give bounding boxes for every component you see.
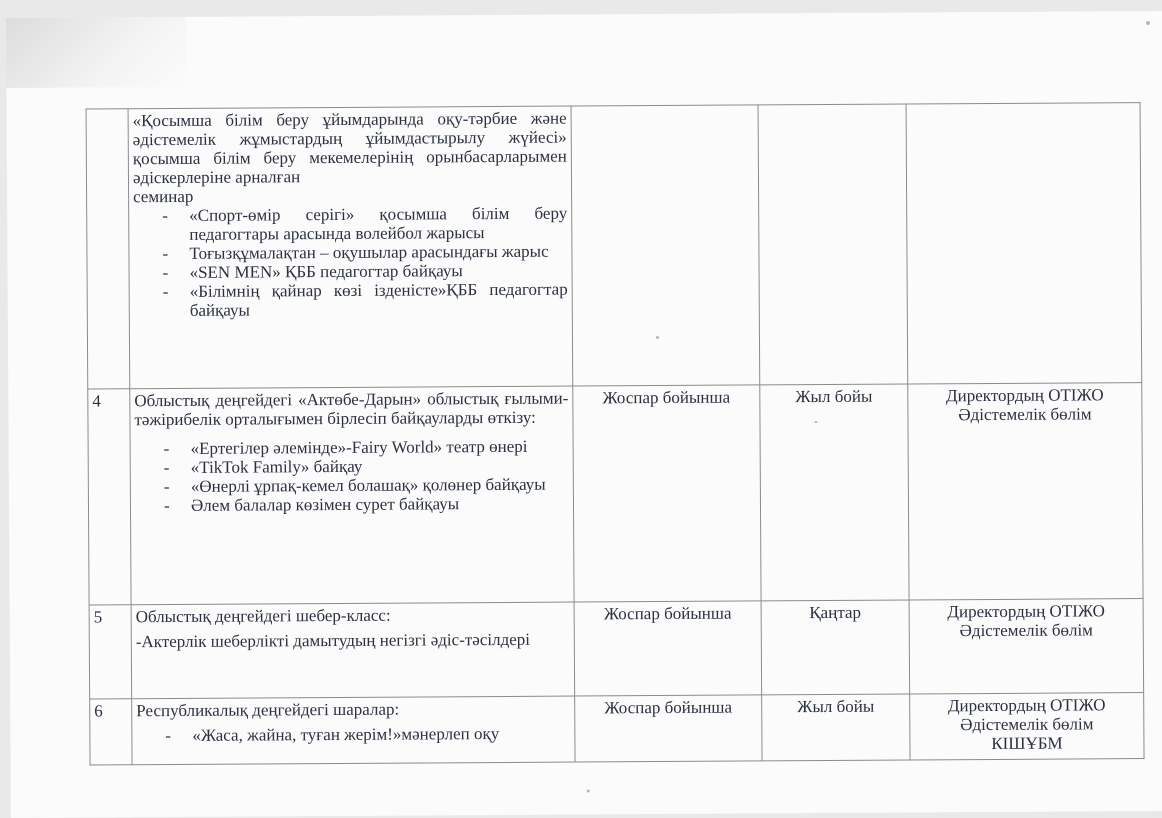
table-row: [89, 599, 1144, 699]
list-item: - Әлем балалар көзімен сурет байқауы: [163, 494, 460, 516]
responsible-line: КІШҰБМ: [991, 733, 1063, 753]
table-row: [90, 693, 1144, 765]
scan-speck: [814, 421, 817, 423]
event-paragraph: Облыстық деңгейдегі шебер-класс:: [135, 605, 391, 627]
list-item: - «Өнерлі ұрпақ-кемел болашақ» қолөнер байқауы: [163, 474, 546, 497]
time-cell: [758, 104, 908, 385]
event-item-list: [133, 204, 568, 321]
event-paragraph: Республикалық деңгейдегі шаралар:: [136, 699, 400, 721]
event-cell: [131, 602, 575, 699]
dash-bullet: -: [163, 458, 170, 478]
list-item: - «TikTok Family» байқау: [163, 456, 363, 478]
responsible-line: Әдістемелік бөлім: [960, 714, 1094, 735]
scan-speck: [656, 336, 659, 339]
list-item: - «SEN MEN» ҚББ педагогтар байқауы: [162, 261, 463, 283]
form-cell: [571, 105, 760, 386]
form-cell: Жоспар бойынша: [575, 695, 762, 762]
time-cell: Жыл бойы: [760, 384, 909, 601]
scan-speck: [587, 789, 590, 792]
row-number-cell: 6: [90, 699, 132, 765]
scan-speck: [1146, 21, 1150, 25]
row-number-cell: 4: [88, 389, 131, 605]
row-number-cell: 5: [89, 605, 132, 699]
list-item: - «Ертегілер әлеміндe»-Fairy World» театр өнері: [163, 436, 528, 459]
responsible-line: Әдістемелік бөлім: [958, 404, 1092, 425]
event-cell: [132, 696, 575, 765]
event-cell: [128, 106, 573, 389]
form-cell: Жоспар бойынша: [573, 385, 761, 602]
form-cell: Жоспар бойынша: [574, 601, 762, 696]
row-number-cell: [86, 109, 130, 389]
event-paragraph: «Қосымша білім беру ұйымдарында оқу-тәрбие және әдістемелік жұмыстардың ұйымдастырылу жүйесі» қосымша білім беру мекемелерінің орынбасарларымен әдіскерлеріне арналған: [132, 108, 567, 188]
dash-bullet: -: [165, 726, 172, 746]
responsible-cell: [908, 383, 1143, 600]
event-paragraph: семинар: [133, 186, 194, 207]
dash-bullet: -: [162, 206, 168, 226]
list-item: - «Спорт-өмір серігі» қосымша білім беру педагогтары арасында волейбол жарысы: [162, 203, 568, 244]
scanned-page: [6, 11, 1162, 818]
event-paragraph: Облыстық деңгейдегі «Актөбе-Дарын» облыстық ғылыми-тәжірибелік орталығымен бірлесіп байқауларды өткізу:: [134, 388, 569, 430]
event-cell: [130, 386, 574, 605]
responsible-cell: [910, 693, 1144, 760]
time-cell: Қаңтар: [761, 600, 910, 695]
responsible-line: Әдістемелік бөлім: [959, 620, 1093, 641]
responsible-line: Директордың ОТІЖО: [947, 695, 1106, 716]
list-item: - «Жаса, жайна, туған жерім!»мәнерлеп оқу: [165, 724, 500, 746]
scan-shadow: [6, 17, 186, 88]
dash-bullet: -: [162, 263, 169, 283]
responsible-cell: [906, 103, 1142, 384]
dash-bullet: -: [162, 244, 169, 264]
table-row: [88, 383, 1143, 605]
dash-bullet: -: [163, 477, 170, 497]
dash-bullet: -: [163, 439, 170, 459]
responsible-line: Директордың ОТІЖО: [945, 385, 1104, 406]
list-item: - «Білімнің қайнар көзі ізденісте»ҚББ педагогтар байқауы: [162, 279, 568, 320]
dash-bullet: -: [163, 496, 170, 516]
time-cell: Жыл бойы: [762, 694, 910, 761]
event-item-list: [136, 724, 570, 746]
event-item-list: [135, 437, 569, 516]
dash-bullet: -: [162, 282, 169, 302]
list-item: - Тоғызқұмалақтан – оқушылар арасындағы жарыс: [162, 241, 549, 264]
table-row: [86, 103, 1142, 389]
responsible-line: Директордың ОТІЖО: [947, 601, 1105, 622]
responsible-cell: [909, 599, 1144, 694]
event-plan-table: [86, 102, 1145, 765]
event-paragraph: -Актерлік шеберлікті дамытудың негізгі әдіс-тәсілдері: [135, 629, 531, 652]
